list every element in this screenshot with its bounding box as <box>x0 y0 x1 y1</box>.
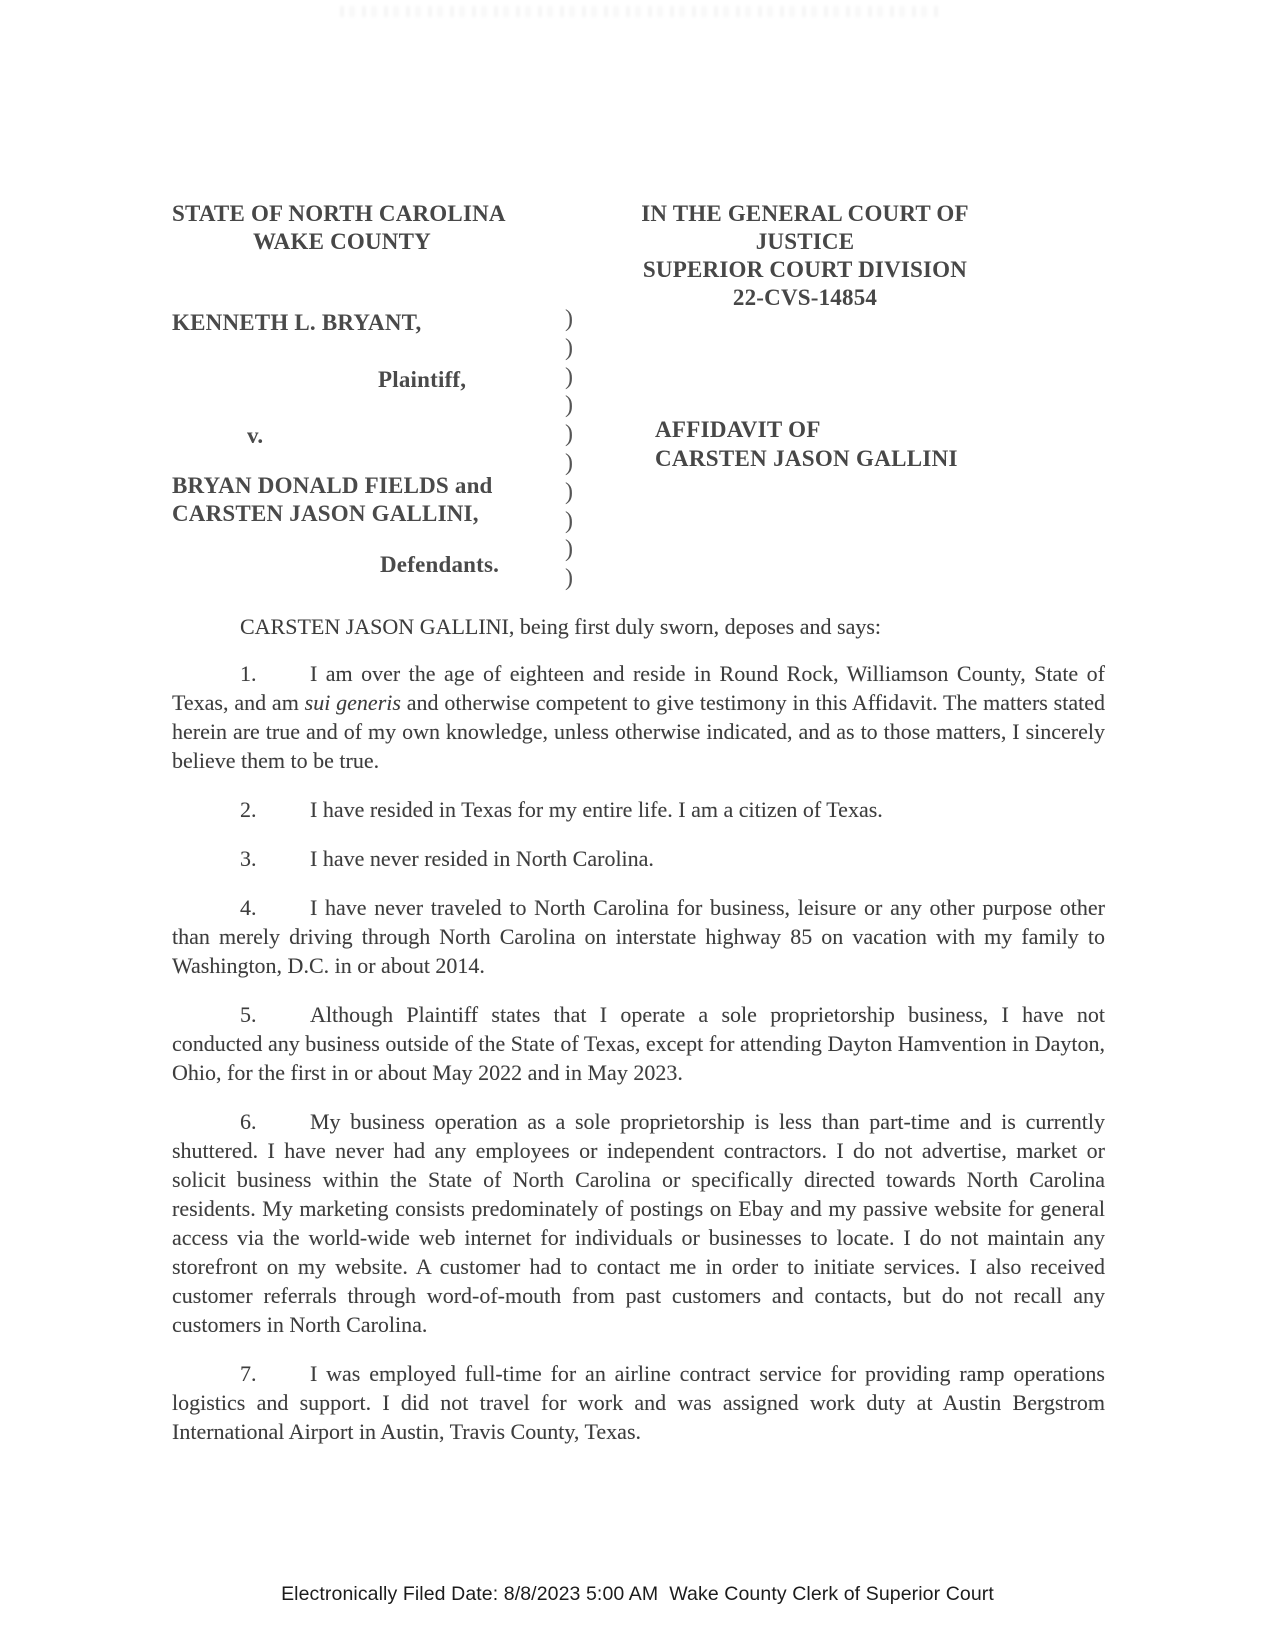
state-line: STATE OF NORTH CAROLINA <box>172 201 506 226</box>
paragraph-number: 6. <box>240 1109 257 1134</box>
paragraph-text: My business operation as a sole proprietorship is less than part-time and is currently shuttered. I have never had any employees or independent contractors. I do not advertise, market or solicit business within the State of North Carolina or specifically directed towards North Carolina residents. My marketing consists predominately of postings on Ebay and my passive website for general access via the world-wide web internet for individuals or businesses to locate. I do not maintain any storefront on my website. A customer had to contact me in order to initiate services. I also received customer referrals through word-of-mouth from past customers and contacts, but do not recall any customers in North Carolina. <box>172 1109 1105 1337</box>
paragraph-text: I was employed full-time for an airline contract service for providing ramp operations logistics and support. I did not travel for work and was assigned work duty at Austin Bergstrom International Airport in Austin, Travis County, Texas. <box>172 1361 1105 1444</box>
affidavit-paragraph-4 <box>172 893 1105 980</box>
paragraph-text: I have never traveled to North Carolina for business, leisure or any other purpose other than merely driving through North Carolina on interstate highway 85 on vacation with my family to Washington, D.C. in or about 2014. <box>172 895 1105 978</box>
latin-phrase: sui generis <box>304 690 401 715</box>
paren-glyph: ) <box>565 449 573 476</box>
paragraph-number: 1. <box>240 661 257 686</box>
court-header-left <box>172 200 512 256</box>
court-division-line: SUPERIOR COURT DIVISION <box>642 257 968 282</box>
case-number: 22-CVS-14854 <box>732 285 878 310</box>
paragraph-number: 7. <box>240 1361 257 1386</box>
county-line: WAKE COUNTY <box>253 229 431 254</box>
affidavit-paragraph-7 <box>172 1359 1105 1446</box>
affidavit-paragraph-1 <box>172 659 1105 775</box>
paragraph-text: and otherwise competent to give testimony in this Affidavit. The matters stated herein are true and of my own knowledge, unless otherwise indicated, and as to those matters, I sincerely believe them to be true. <box>172 690 1105 773</box>
plaintiff-label: Plaintiff, <box>378 367 467 392</box>
paren-glyph: ) <box>565 392 573 419</box>
sworn-opening-statement: CARSTEN JASON GALLINI, being first duly sworn, deposes and says: <box>240 614 882 639</box>
paren-glyph: ) <box>565 421 573 448</box>
case-caption <box>172 305 1105 600</box>
court-name-line: IN THE GENERAL COURT OF JUSTICE <box>641 201 969 254</box>
paren-glyph: ) <box>565 334 573 361</box>
defendant-name-2: CARSTEN JASON GALLINI, <box>172 501 479 526</box>
court-header-right <box>590 200 1020 312</box>
affidavit-paragraph-3 <box>172 844 1105 873</box>
paren-glyph: ) <box>565 536 573 563</box>
paragraph-number: 3. <box>240 846 257 871</box>
plaintiff-name: KENNETH L. BRYANT, <box>172 310 422 335</box>
paragraph-text: Although Plaintiff states that I operate a sole proprietorship business, I have not conducted any business outside of the State of Texas, except for attending Dayton Hamvention in Dayton, Ohio, for the first in or about May 2022 and in May 2023. <box>172 1002 1105 1085</box>
paragraph-number: 2. <box>240 797 257 822</box>
paragraph-text: I have never resided in North Carolina. <box>310 846 654 871</box>
defendant-name-1: BRYAN DONALD FIELDS and <box>172 473 493 498</box>
paragraph-number: 5. <box>240 1002 257 1027</box>
paren-glyph: ) <box>565 306 573 332</box>
paren-glyph: ) <box>565 507 573 534</box>
affidavit-paragraph-5 <box>172 1000 1105 1087</box>
affidavit-body <box>172 612 1105 1466</box>
document-title <box>655 415 958 473</box>
paren-glyph: ) <box>565 478 573 505</box>
defendants-label: Defendants. <box>380 552 500 577</box>
paren-glyph: ) <box>565 363 573 390</box>
scan-bleedthrough-artifact <box>340 6 940 17</box>
paragraph-text: I am over the age of eighteen and reside in Round Rock, Williamson County, State of Texas, and am <box>172 661 1105 715</box>
versus-label: v. <box>247 423 264 448</box>
paragraph-number: 4. <box>240 895 257 920</box>
document-title-line1: AFFIDAVIT OF <box>655 417 821 442</box>
efiling-stamp: Electronically Filed Date: 8/8/2023 5:00 AM Wake County Clerk of Superior Court <box>281 1583 994 1605</box>
caption-paren-column <box>565 305 585 593</box>
paragraph-text: I have resided in Texas for my entire life. I am a citizen of Texas. <box>310 797 883 822</box>
affidavit-paragraph-6 <box>172 1107 1105 1339</box>
affidavit-paragraph-2 <box>172 795 1105 824</box>
document-title-line2: CARSTEN JASON GALLINI <box>655 446 958 471</box>
paren-glyph: ) <box>565 565 573 592</box>
